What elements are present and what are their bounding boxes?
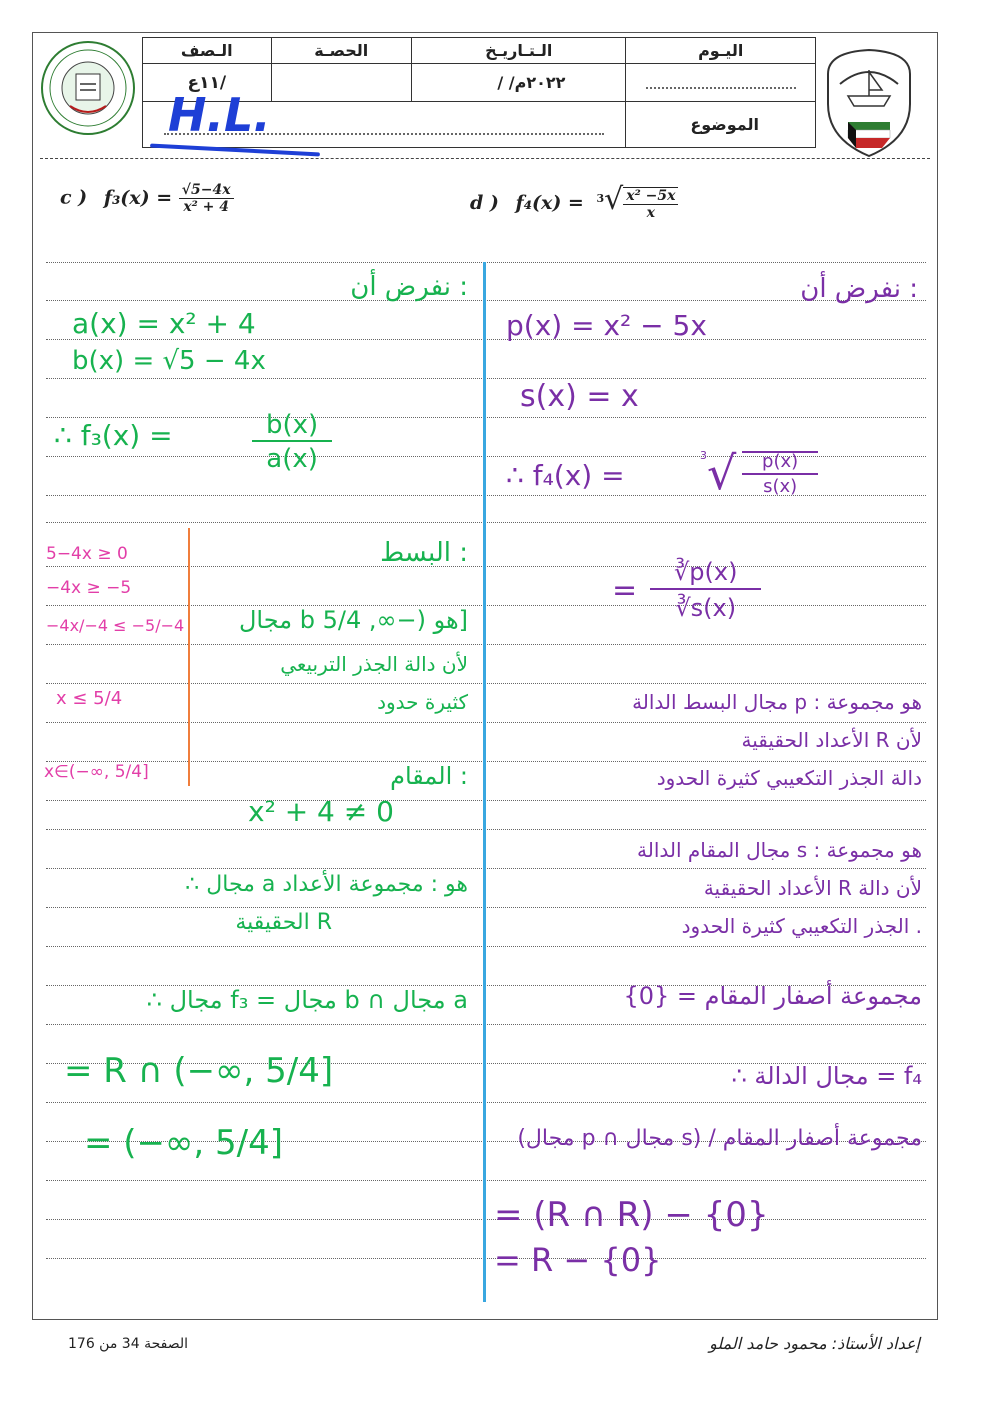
denominator-condition: x² + 4 ≠ 0 [248,795,394,828]
column-divider [483,262,486,1302]
f4-root: $^3$√ $\frac{p(x)}{s(x)}$ [700,450,818,496]
split-denominator: ∛s(x) [675,594,737,622]
f3-step-2: = (−∞, 5/4] [84,1123,283,1163]
f3-fraction [252,412,332,472]
split-fraction [650,560,761,620]
problem-d [470,182,678,221]
p-domain-1: مجال البسط الدالة p : هو مجموعة [632,690,922,714]
s-domain-2: الأعداد الحقيقية R لأن دالة [703,876,922,900]
reason-line-1: لأن دالة الجذر التربيعي [280,652,468,676]
numerator-title: البسط : [380,538,468,568]
s-definition: s(x) = x [520,379,639,414]
f3-domain: ∴ مجال f₃ = مجال b ∩ مجال a [146,986,468,1014]
a-domain-line-2: الحقيقية R [235,910,332,935]
s-domain-1: مجال المقام الدالة s : هو مجموعة [637,838,922,862]
problem-c-label: c ) [60,186,88,209]
problem-d-denominator: x [646,205,656,221]
period-value [271,64,411,102]
b-definition: b(x) = √5 − 4x [72,346,266,376]
problem-c-denominator: x² + 4 [183,199,230,215]
reason-line-2: كثيرة حدود [377,690,468,714]
header-separator [40,158,930,159]
f3-lhs: ∴ f₃(x) = [54,419,173,452]
class-label: الـصف [143,38,272,64]
problem-c-numerator: √5−4x [179,182,234,199]
side-line-1: 5−4x ≥ 0 [46,544,128,564]
s-domain-3: الجذر التكعيبي كثيرة الحدود . [681,914,922,938]
problem-d-function: f₄(x) = [515,192,584,214]
school-logo [40,40,136,136]
cube-root-icon: √ [604,182,624,217]
b-domain: مجال b هو (−∞, 5/4] [238,606,468,634]
f4-result-2: = R − {0} [494,1241,662,1279]
f4-domain: ∴ مجال الدالة = f₄ [731,1062,922,1090]
problem-c-function: f₃(x) = [103,186,173,209]
page-number: الصفحة 34 من 176 [68,1336,188,1352]
class-value: ١١ع/ [143,64,272,102]
author-credit: إعداد الأستاذ: محمود حامد الملو [709,1334,920,1353]
side-work-divider [188,528,190,786]
side-line-3: −4x/−4 ≤ −5/−4 [46,616,185,635]
a-definition: a(x) = x² + 4 [72,307,256,340]
side-line-5: x∈(−∞, 5/4] [44,762,149,782]
date-value: / /٢٠٢٢م [412,64,626,102]
right-assume: نفرض أن : [800,274,918,304]
problem-c [60,182,234,215]
left-assume: نفرض أن : [350,272,468,302]
denominator-title: المقام : [390,762,468,790]
f4-inner-numerator: p(x) [742,453,818,475]
problem-d-label: d ) [470,192,499,214]
p-definition: p(x) = x² − 5x [506,309,707,342]
f3-denominator: a(x) [266,444,318,474]
a-domain-line-1: ∴ مجال a هو : مجموعة الأعداد [185,872,468,897]
period-label: الحصـة [271,38,411,64]
problem-c-fraction [179,182,234,215]
side-line-2: −4x ≥ −5 [46,578,132,598]
problem-d-numerator: x² −5x [623,188,678,205]
subject-label: الموضوع [626,102,816,148]
p-domain-2: الأعداد الحقيقية R لأن [741,728,922,752]
f4-result-1: = (R ∩ R) − {0} [494,1195,769,1235]
date-label: الـتـاريـخ [412,38,626,64]
split-numerator: ∛p(x) [650,560,761,590]
f3-step-1: = R ∩ (−∞, 5/4] [64,1051,334,1091]
f4-lhs: ∴ f₄(x) = [506,459,625,492]
problem-d-root-index: 3 [596,191,605,205]
p-domain-3: دالة الجذر التكعيبي كثيرة الحدود [656,766,922,790]
initials-mark: H.L. [168,88,271,142]
cube-root-icon: √ [707,446,737,500]
problem-d-fraction [623,187,678,221]
kuwait-emblem [818,44,920,160]
f4-inner-denominator: s(x) [763,475,798,497]
f3-numerator: b(x) [252,412,332,442]
side-line-4: x ≤ 5/4 [56,688,123,709]
domain-formula: (مجال p ∩ مجال s) / مجموعة أصفار المقام [517,1126,922,1151]
day-value [626,64,816,102]
day-label: اليـوم [626,38,816,64]
split-equals: = [612,573,638,608]
denominator-zeros: مجموعة أصفار المقام = {0} [623,982,922,1010]
